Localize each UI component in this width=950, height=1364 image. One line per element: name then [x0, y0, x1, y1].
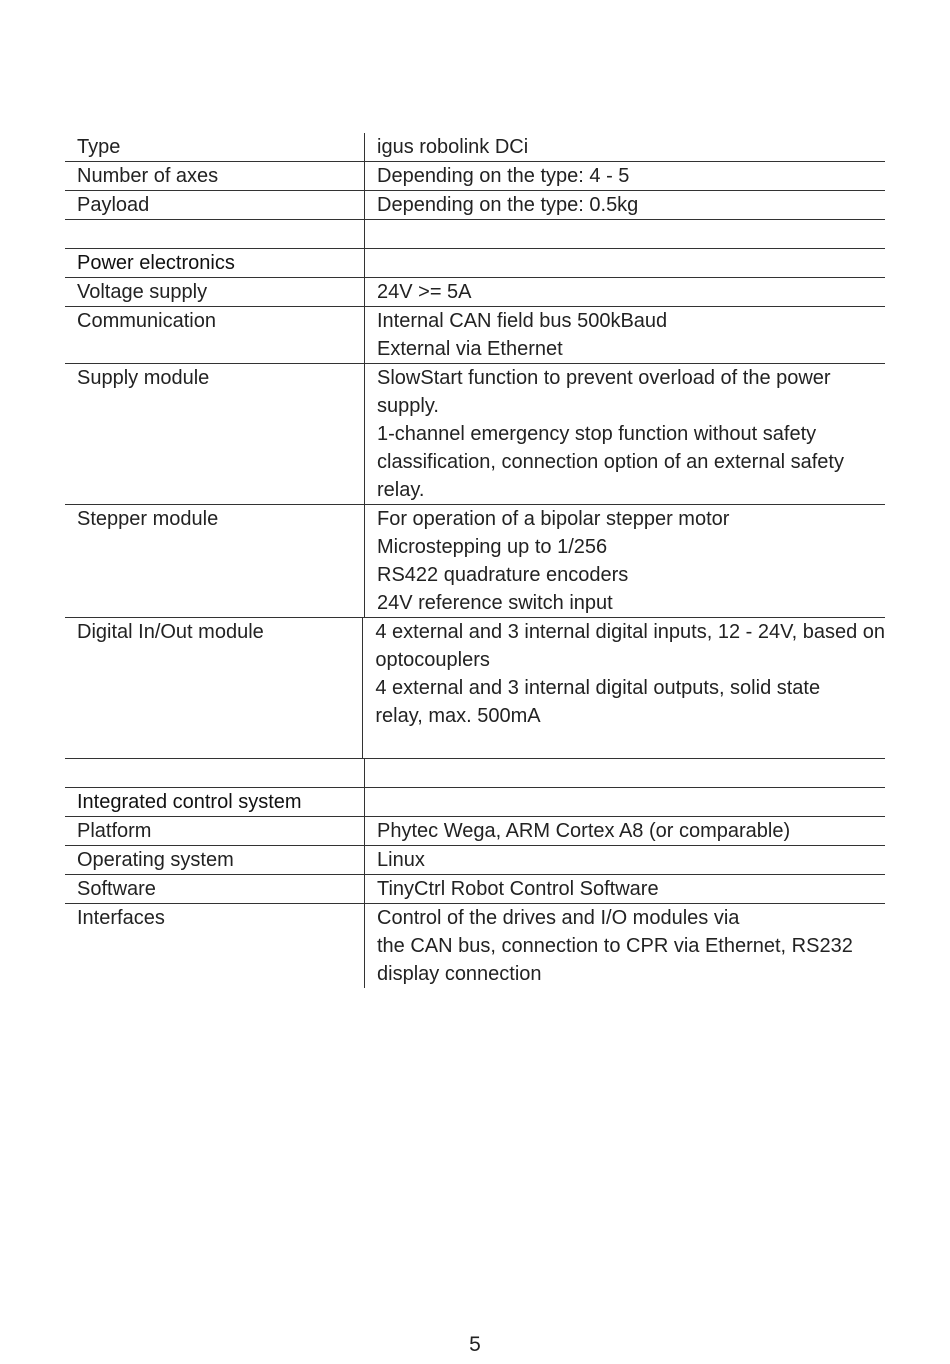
- row-value: [365, 846, 885, 874]
- value-line: optocouplers: [375, 649, 490, 671]
- value-line: [377, 788, 885, 816]
- table-row-voltage-supply: [65, 278, 885, 307]
- value-line: the CAN bus, connection to CPR via Ethernet, RS232: [377, 935, 853, 957]
- row-label: Supply module: [65, 364, 365, 504]
- table-row-type: [65, 133, 885, 162]
- value-line: Internal CAN field bus 500kBaud: [377, 310, 668, 332]
- row-value: [365, 759, 885, 787]
- value-line: [377, 759, 885, 787]
- table-row-platform: [65, 817, 885, 846]
- row-label: Operating system: [65, 846, 365, 874]
- table-row-digital-in-out-module: [65, 618, 885, 759]
- value-line: display connection: [377, 963, 542, 985]
- value-line: 24V reference switch input: [377, 592, 613, 614]
- table-row-operating-system: [65, 846, 885, 875]
- table-row-payload: [65, 191, 885, 220]
- table-row-blank: [65, 759, 885, 788]
- value-line: Phytec Wega, ARM Cortex A8 (or comparable): [377, 820, 791, 842]
- table-row-stepper-module: [65, 505, 885, 618]
- table-row-supply-module: [65, 364, 885, 505]
- value-line: Depending on the type: 0.5kg: [377, 194, 639, 216]
- row-value: [365, 904, 885, 988]
- value-line: 24V >= 5A: [377, 281, 472, 303]
- value-line: Depending on the type: 4 - 5: [377, 165, 630, 187]
- value-line: supply.: [377, 395, 439, 417]
- value-line: External via Ethernet: [377, 338, 563, 360]
- value-line: TinyCtrl Robot Control Software: [377, 878, 659, 900]
- value-line: Control of the drives and I/O modules via: [377, 907, 740, 929]
- value-line: 1-channel emergency stop function without safety: [377, 423, 817, 445]
- row-value: [365, 133, 885, 161]
- row-value: [365, 162, 885, 190]
- table-row-communication: [65, 307, 885, 364]
- row-label: Software: [65, 875, 365, 903]
- value-line: Linux: [377, 849, 425, 871]
- value-line: 4 external and 3 internal digital outputs, solid state: [375, 677, 821, 699]
- row-label: [65, 759, 365, 787]
- value-line: [377, 249, 885, 277]
- row-value: [365, 278, 885, 306]
- row-value: [365, 875, 885, 903]
- specification-table: [65, 133, 885, 988]
- table-row-power-electronics-heading: [65, 249, 885, 278]
- row-value: [363, 618, 885, 758]
- table-row-integrated-control-system-heading: [65, 788, 885, 817]
- row-value: [365, 364, 885, 504]
- table-row-blank: [65, 220, 885, 249]
- row-label: Stepper module: [65, 505, 365, 617]
- row-label: Platform: [65, 817, 365, 845]
- row-label: Number of axes: [65, 162, 365, 190]
- value-line: [377, 220, 885, 248]
- page-number: 5: [469, 1333, 481, 1356]
- row-label: [65, 220, 365, 248]
- section-heading: Power electronics: [65, 249, 365, 277]
- row-value: [365, 505, 885, 617]
- row-label: Type: [65, 133, 365, 161]
- value-line: RS422 quadrature encoders: [377, 564, 629, 586]
- row-label: Digital In/Out module: [65, 618, 363, 758]
- table-row-number-of-axes: [65, 162, 885, 191]
- row-value: [365, 788, 885, 816]
- row-label: Payload: [65, 191, 365, 219]
- value-line: 4 external and 3 internal digital inputs, 12 - 24V, based on: [375, 621, 885, 643]
- row-value: [365, 249, 885, 277]
- value-line: relay.: [377, 479, 425, 501]
- value-line: igus robolink DCi: [377, 136, 529, 158]
- row-label: Interfaces: [65, 904, 365, 988]
- table-row-interfaces: [65, 904, 885, 988]
- row-value: [365, 220, 885, 248]
- row-value: [365, 191, 885, 219]
- table-row-software: [65, 875, 885, 904]
- row-value: [365, 817, 885, 845]
- row-label: Communication: [65, 307, 365, 363]
- section-heading: Integrated control system: [65, 788, 365, 816]
- value-line: classification, connection option of an external safety: [377, 451, 844, 473]
- value-line: [375, 730, 885, 758]
- value-line: relay, max. 500mA: [375, 705, 541, 727]
- value-line: Microstepping up to 1/256: [377, 536, 608, 558]
- value-line: SlowStart function to prevent overload of the power: [377, 367, 831, 389]
- row-value: [365, 307, 885, 363]
- value-line: For operation of a bipolar stepper motor: [377, 508, 730, 530]
- row-label: Voltage supply: [65, 278, 365, 306]
